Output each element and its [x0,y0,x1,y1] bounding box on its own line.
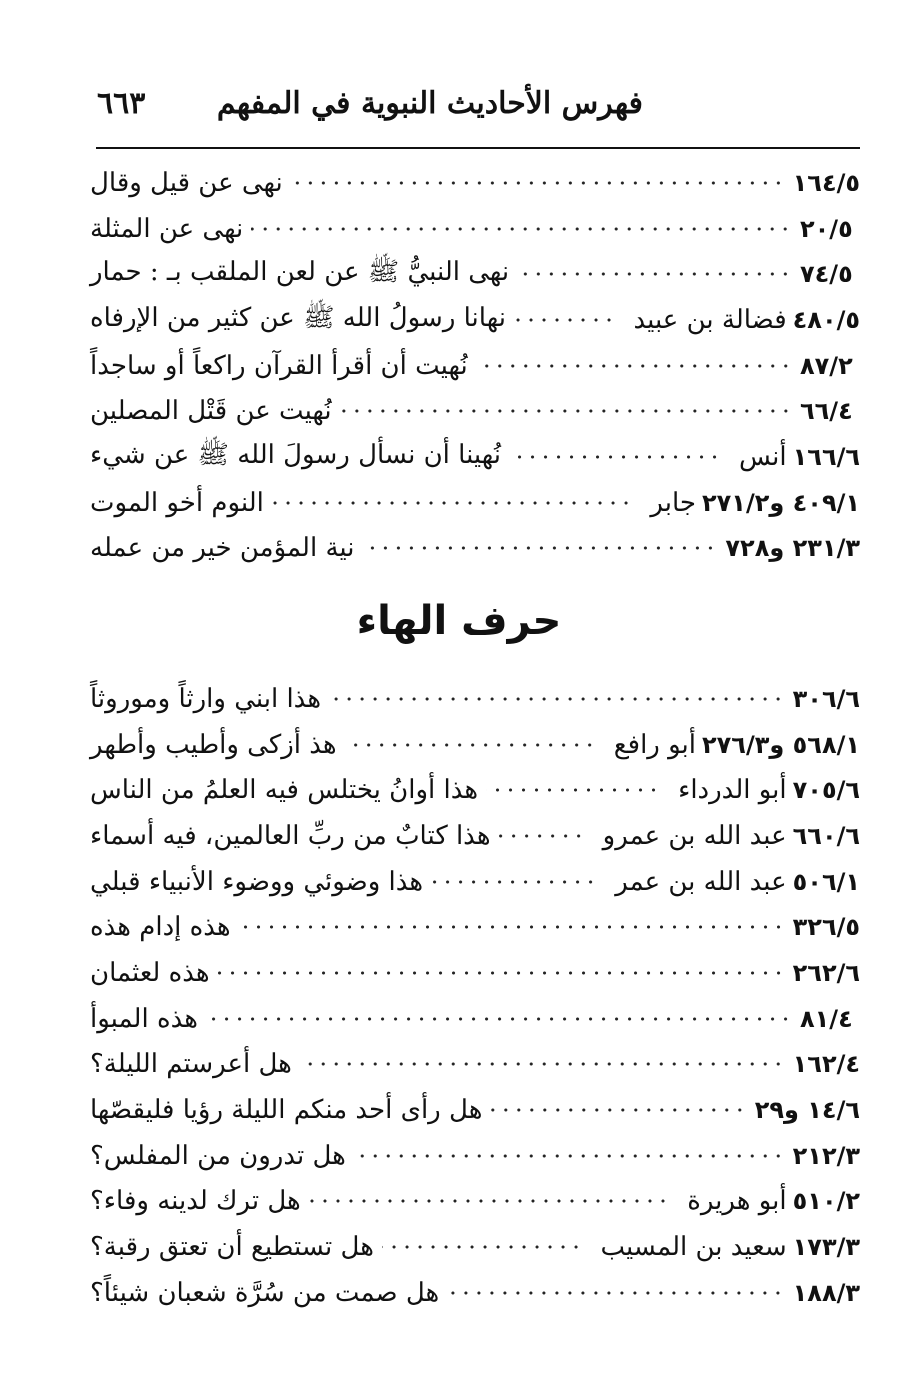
dot-leader [476,363,792,369]
dot-leader [239,924,785,930]
volume-page-ref: ٤٠٩/١ و٢٧١/٢ [702,488,860,517]
index-entry [90,251,860,297]
volume-page-ref: ١٧٣/٣ [792,1233,860,1262]
index-entry [90,1133,860,1179]
volume-page-ref: ٧٤/٥ [800,260,853,289]
dot-leader [382,1244,583,1250]
volume-page-ref: ٨٧/٢ [800,351,853,380]
narrator-name: أبو الدرداء [678,775,787,806]
section-heading: حرف الهاء [356,598,562,644]
dot-leader [329,696,785,702]
hadith-text: نية المؤمن خير من عمله [90,533,355,564]
dot-leader [517,271,792,277]
narrator-name: سعيد بن المسيب [600,1232,787,1263]
dot-leader [447,1290,784,1296]
volume-page-ref: ٥٠٦/١ [792,867,860,896]
hadith-text: هذه لعثمان [90,957,210,988]
dot-leader [340,408,792,414]
index-entry [90,160,860,206]
dot-leader [431,879,597,885]
index-list-noon [90,160,860,571]
volume-page-ref: ١٦٤/٥ [792,168,860,197]
dot-leader [486,787,660,793]
volume-page-ref: ٦٦٠/٦ [792,821,860,850]
index-entry [90,1179,860,1225]
volume-page-ref: ٣٠٦/٦ [792,684,860,713]
index-entry [90,1042,860,1088]
dot-leader [251,226,792,232]
hadith-text: نهانا رسولُ الله ﷺ عن كثير من الإرفاه [90,302,506,333]
volume-page-ref: ٥١٠/٢ [792,1187,860,1216]
dot-leader [345,742,596,748]
narrator-name: أبو هريرة [687,1186,787,1217]
hadith-text: نهى عن قيل وقال [90,167,283,198]
dot-leader [499,833,585,839]
narrator-name: عبد الله بن عمر [615,866,787,897]
dot-leader [300,1061,785,1067]
index-entry [90,297,860,343]
hadith-text: نهى النبيُّ ﷺ عن لعن الملقب بـ : حمار [90,257,510,288]
hadith-text: هل صمت من سُرَّة شعبان شيئاً؟ [90,1277,440,1308]
index-entry [90,206,860,252]
volume-page-ref: ٦٦/٤ [800,397,853,426]
volume-page-ref: ٣٢٦/٥ [792,913,860,942]
narrator-name: عبد الله بن عمرو [602,820,787,851]
dot-leader [362,545,717,551]
index-entry [90,904,860,950]
hadith-text: هل رأى أحد منكم الليلة رؤيا فليقصّها [90,1095,483,1126]
dot-leader [490,1107,746,1113]
index-entry [90,859,860,905]
volume-page-ref: ١٦٦/٦ [792,442,860,471]
hadith-text: هذه المبوأ [90,1003,198,1034]
hadith-text: هل تستطيع أن تعتق رقبة؟ [90,1232,374,1263]
volume-page-ref: ٧٠٥/٦ [792,776,860,805]
hadith-text: هل تدرون من المفلس؟ [90,1140,346,1171]
index-list-haa [90,676,860,1316]
volume-page-ref: ١٨٨/٣ [792,1278,860,1307]
hadith-text: هذه إدام هذه [90,912,231,943]
narrator-name: فضالة بن عبيد [633,304,787,335]
index-entry [90,434,860,480]
hadith-text: هذا وضوئي ووضوء الأنبياء قبلي [90,866,424,897]
index-entry [90,996,860,1042]
index-entry [90,722,860,768]
hadith-text: هل أعرستم الليلة؟ [90,1049,292,1080]
hadith-text: نُهيت عن قَتْل المصلين [90,396,332,427]
dot-leader [354,1153,785,1159]
volume-page-ref: ٢٦٢/٦ [792,958,860,987]
volume-page-ref: ٤٨٠/٥ [792,305,860,334]
hadith-text: هل ترك لدينه وفاء؟ [90,1186,301,1217]
hadith-text: النوم أخو الموت [90,487,264,518]
index-entry [90,950,860,996]
dot-leader [218,970,785,976]
index-entry [90,1270,860,1316]
narrator-name: أبو رافع [613,729,696,760]
volume-page-ref: ٢١٢/٣ [792,1141,860,1170]
hadith-text: نُهينا أن نسأل رسولَ الله ﷺ عن شيء [90,439,501,470]
index-entry [90,676,860,722]
narrator-name: أنس [739,441,787,472]
dot-leader [272,500,633,506]
hadith-text: نهى عن المثلة [90,213,244,244]
volume-page-ref: ٨١/٤ [800,1004,853,1033]
index-entry [90,480,860,526]
dot-leader [309,1198,669,1204]
header-rule [96,147,860,149]
index-entry [90,767,860,813]
page-number: ٦٦٣ [97,86,146,121]
volume-page-ref: ٢٠/٥ [800,214,853,243]
hadith-text: هذا أوانُ يختلس فيه العلمُ من الناس [90,775,479,806]
hadith-text: هذ أزكى وأطيب وأطهر [90,729,337,760]
dot-leader [206,1016,792,1022]
header-title: فهرس الأحاديث النبوية في المفهم [216,86,643,121]
volume-page-ref: ١٤/٦ و٢٩ [754,1096,860,1125]
hadith-text: هذا ابني وارثاً وموروثاً [90,683,322,714]
index-entry [90,1224,860,1270]
dot-leader [514,317,616,323]
dot-leader [509,454,721,460]
narrator-name: جابر [650,487,696,518]
index-entry [90,343,860,389]
index-entry [90,813,860,859]
hadith-text: هذا كتابٌ من ربِّ العالمين، فيه أسماء [90,820,491,851]
index-entry [90,388,860,434]
hadith-text: نُهيت أن أقرأ القرآن راكعاً أو ساجداً [90,350,468,381]
index-entry [90,526,860,572]
dot-leader [291,180,785,186]
index-entry [90,1087,860,1133]
volume-page-ref: ٥٦٨/١ و٢٧٦/٣ [702,730,860,759]
volume-page-ref: ١٦٢/٤ [792,1050,860,1079]
volume-page-ref: ٢٣١/٣ و٧٢٨ [725,534,860,563]
running-header [95,82,858,134]
